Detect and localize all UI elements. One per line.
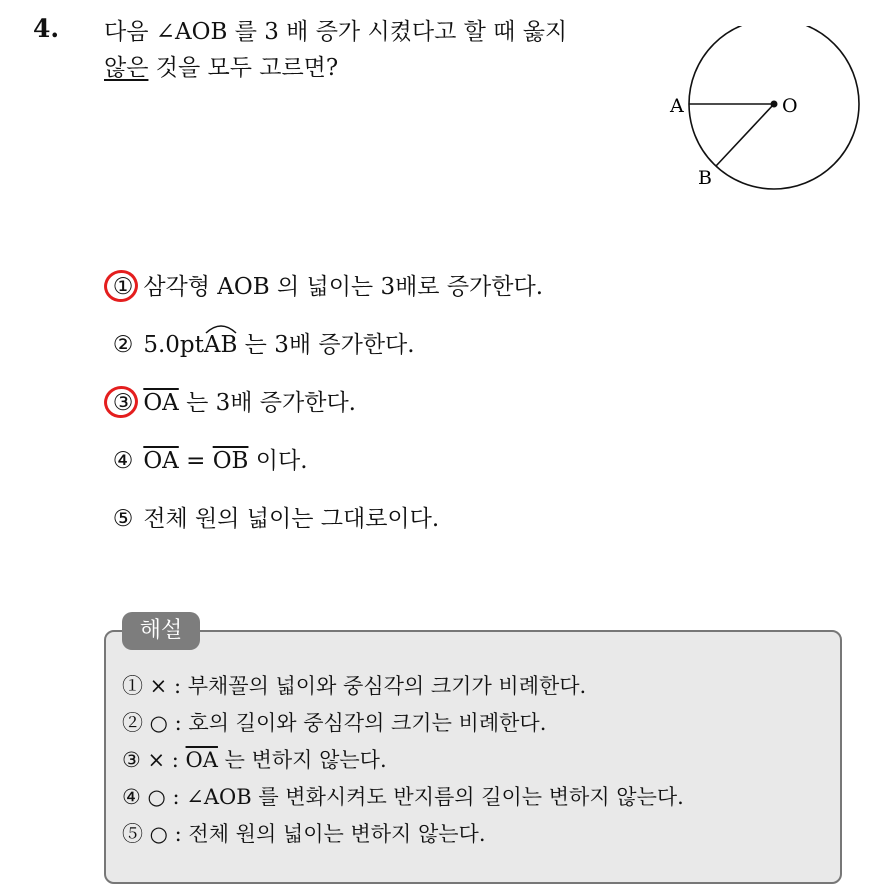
label-o: O: [782, 95, 798, 117]
solution-line-2: ② ○ : 호의 길이와 중심각의 크기는 비례한다.: [122, 711, 547, 735]
solution-line-5: ⑤ ○ : 전체 원의 넓이는 변하지 않는다.: [122, 822, 486, 846]
choice-1-marker: ①: [110, 272, 136, 302]
choice-4-text: 이다.: [248, 448, 308, 474]
arc-icon: [204, 322, 238, 334]
circle-diagram: [664, 26, 864, 196]
choice-3-marker: ③: [110, 388, 136, 418]
question-line-2-rest: 것을 모두 고르면?: [148, 55, 339, 81]
choice-1-text: 삼각형 AOB 의 넓이는 3배로 증가한다.: [143, 274, 544, 300]
choice-3-text: 는 3배 증가한다.: [178, 390, 356, 416]
arc-ab: AB: [204, 330, 238, 360]
label-b: B: [698, 167, 712, 189]
choice-1[interactable]: [110, 272, 543, 302]
label-a: A: [670, 95, 684, 117]
choice-2-marker: ②: [112, 332, 134, 358]
center-point: [771, 101, 778, 108]
question-number: 4.: [33, 14, 60, 43]
choice-2-prefix: 5.0pt: [143, 332, 204, 358]
segment-ob: $\overline{OB}$: [212, 448, 249, 474]
choice-5-marker: ⑤: [112, 506, 134, 532]
red-circle-mark: [101, 267, 141, 305]
red-circle-mark: [101, 383, 141, 421]
solution-line-1: ① × : 부채꼴의 넓이와 중심각의 크기가 비례한다.: [122, 674, 587, 698]
solution-line-4: ④ ○ : ∠AOB 를 변화시켜도 반지름의 길이는 변하지 않는다.: [122, 785, 684, 809]
choice-4-marker: ④: [112, 448, 134, 474]
underlined-word: 않은: [104, 55, 149, 81]
segment-oa: $\overline{OA}$: [143, 390, 179, 416]
segment-oa: $\overline{OA}$: [185, 748, 218, 772]
choice-5[interactable]: [110, 504, 439, 534]
choice-2-text: 는 3배 증가한다.: [237, 332, 415, 358]
solution-line-3: ③ × : $\overline{OA}$ 는 변하지 않는다.: [122, 748, 387, 772]
question-line-2: [104, 50, 567, 86]
question-text: [104, 14, 567, 86]
choice-3[interactable]: [110, 388, 356, 418]
circle-figure: [664, 26, 864, 196]
radius-ob: [716, 104, 774, 166]
question-line-1: 다음 ∠AOB 를 3 배 증가 시켰다고 할 때 옳지: [104, 19, 568, 45]
segment-oa: $\overline{OA}$: [143, 448, 179, 474]
equals-sign: =: [178, 448, 213, 474]
choice-2[interactable]: [110, 330, 415, 360]
solution-title: 해설: [122, 612, 200, 650]
choice-4[interactable]: [110, 446, 308, 476]
choice-5-text: 전체 원의 넓이는 그대로이다.: [143, 506, 440, 532]
